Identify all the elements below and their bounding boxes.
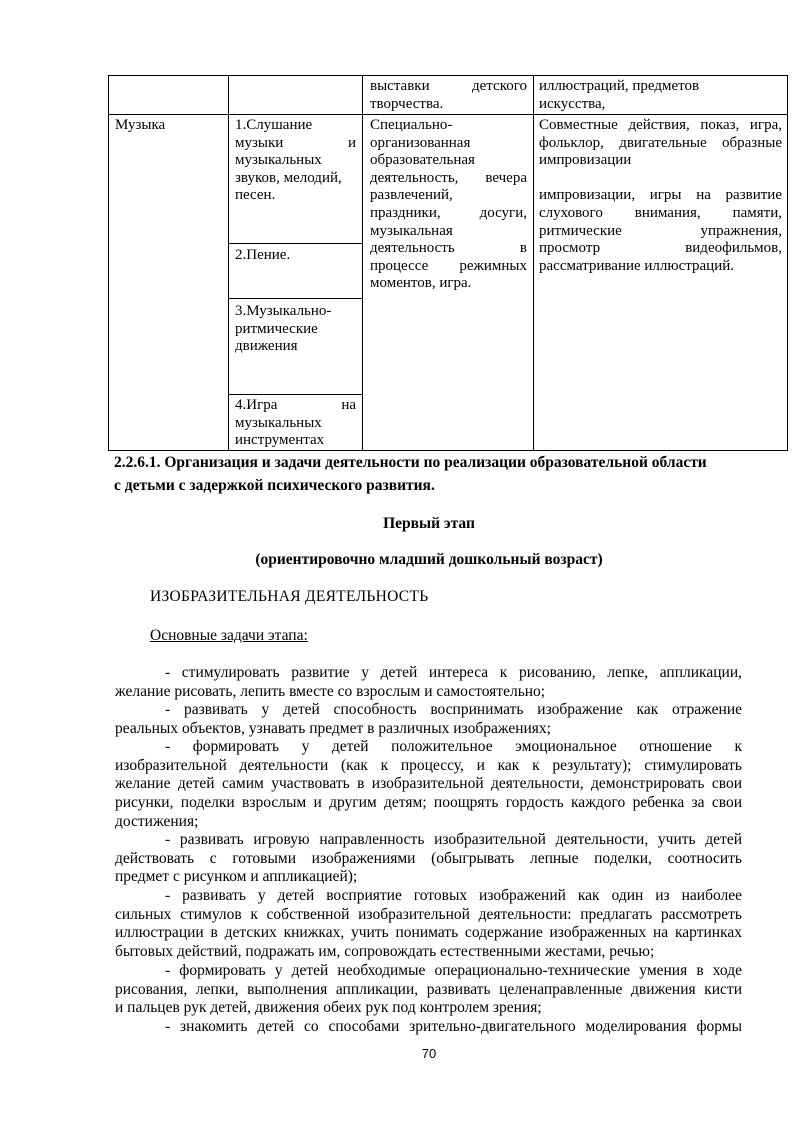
table-cell-line: образовательная — [370, 152, 475, 169]
table-cell-line: инструментах — [235, 432, 325, 449]
table-subrow-3 — [235, 303, 356, 356]
paragraph-line: иллюстрации в детских книжках, учить понимать содержание изображенных на картинках — [115, 924, 742, 942]
paragraph-line: достижения; — [115, 812, 199, 830]
table-col-divider-3 — [533, 75, 534, 451]
section-heading-line2: с детьми с задержкой психического развития. — [114, 477, 435, 494]
paragraph-line: - стимулировать развитие у детей интереса к рисованию, лепке, аппликации, — [165, 664, 742, 681]
paragraph-line: рисунки, поделки взрослым и другим детям; поощрять гордость каждого ребенка за свои — [115, 794, 742, 812]
table-subrow-4 — [235, 397, 356, 450]
table-cell-line: ритмические — [235, 320, 318, 337]
table-border-bottom — [108, 450, 788, 451]
paragraph-line: желание рисовать, лепить вместе со взрослым и самостоятельно; — [115, 682, 546, 700]
paragraph-line: - формировать у детей положительное эмоциональное отношение к — [165, 738, 742, 755]
paragraph-line: реальных объектов, узнавать предмет в различных изображениях; — [115, 719, 551, 737]
table-cell-line: ритмические упражнения, — [539, 222, 782, 239]
table-cell-line: искусства, — [539, 95, 606, 112]
table-cell-line: моментов, игра. — [370, 275, 472, 292]
table-row-divider — [108, 114, 788, 115]
paragraph-line: - знакомить детей со способами зрительно-двигательного моделирования формы — [165, 1018, 742, 1035]
paragraph-line: предмет с рисунком и аппликацией); — [115, 868, 358, 886]
task-paragraph-7 — [115, 1018, 742, 1037]
table-cell-line: Специально- — [370, 117, 453, 133]
task-paragraph-4 — [115, 831, 742, 887]
paragraph-line: действовать с готовыми изображениями (обыгрывать лепные поделки, соотносить — [115, 849, 742, 867]
table-cell-line: музыкальная — [370, 222, 453, 239]
table-cell-spacer — [539, 170, 782, 188]
task-paragraph-6 — [115, 962, 742, 1018]
table-border-right — [787, 75, 788, 451]
table-cell-methods — [539, 117, 782, 275]
paragraph-line: желание детей самим участвовать в изобразительной деятельности, демонстрировать свои — [115, 775, 742, 793]
stage-title: Первый этап — [383, 515, 475, 532]
table-subrow-divider-2 — [228, 298, 363, 299]
paragraph-line: - развивать игровую направленность изобразительной деятельности, учить детей — [165, 831, 742, 848]
stage-subtitle: (ориентировочно младший дошкольный возраст) — [255, 551, 603, 568]
methods-table — [108, 75, 788, 451]
paragraph-line: бытовых действий, подражать им, сопровождать естественными жестами, речью; — [115, 943, 655, 961]
table-cell-line: Совместные действия, показ, игра, — [539, 117, 782, 133]
table-cell-line: творчества. — [370, 95, 444, 112]
paragraph-line: - развивать у детей способность воспринимать изображение как отражение — [165, 701, 742, 718]
table-subrow-divider-1 — [228, 243, 363, 244]
table-cell-line: звуков, мелодий, — [235, 169, 342, 186]
task-paragraph-3 — [115, 738, 742, 832]
paragraph-line: рисования, лепки, выполнения аппликации, развивать целенаправленные движения кисти — [115, 980, 742, 998]
table-cell-line: деятельность, вечера — [370, 169, 527, 186]
table-cell-forms — [370, 117, 527, 293]
paragraph-line: - развивать у детей восприятие готовых изображений как один из наиболее — [165, 887, 742, 904]
paragraph-line: - формировать у детей необходимые операционально-технические умения в ходе — [165, 962, 742, 979]
page-number: 70 — [421, 1046, 437, 1061]
table-row0-col3 — [370, 78, 527, 113]
table-cell-line: праздники, досуги, — [370, 204, 527, 221]
table-cell-line: просмотр видеофильмов, — [539, 240, 782, 257]
table-cell-line: развлечений, — [370, 187, 453, 204]
table-cell-line: песен. — [235, 187, 276, 204]
area-label: Музыка — [115, 117, 166, 133]
table-cell-line: 3.Музыкально- — [235, 303, 332, 319]
table-cell-line: иллюстраций, предметов — [539, 78, 700, 94]
paragraph-line: изобразительной деятельности (как к процессу, и как к результату); стимулировать — [115, 756, 742, 774]
table-border-left — [108, 75, 109, 451]
activity-title: ИЗОБРАЗИТЕЛЬНАЯ ДЕЯТЕЛЬНОСТЬ — [150, 588, 429, 605]
task-paragraph-2 — [115, 701, 742, 738]
table-cell-line: музыки и — [235, 134, 356, 151]
task-paragraph-5 — [115, 887, 742, 962]
table-subrow-divider-3 — [228, 394, 363, 395]
table-row0-col4 — [539, 78, 782, 113]
table-cell-line: фольклор, двигательные образные — [539, 134, 782, 151]
table-cell-line: рассматривание иллюстраций. — [539, 257, 734, 274]
task-paragraph-1 — [115, 664, 742, 701]
table-cell-line: организованная — [370, 134, 471, 151]
table-cell-line: импровизации — [539, 152, 632, 169]
table-subrow-2 — [235, 247, 356, 265]
table-cell-line: импровизации, игры на развитие — [539, 187, 782, 204]
paragraph-line: и пальцев рук детей, движения обеих рук под контролем зрения; — [115, 999, 542, 1017]
table-cell-line: 2.Пение. — [235, 247, 291, 263]
table-cell-line: выставки детского — [370, 78, 527, 94]
table-cell-area — [115, 117, 223, 135]
table-border-top — [108, 75, 788, 76]
table-cell-line: слухового внимания, памяти, — [539, 204, 782, 221]
table-cell-line: музыкальных — [235, 414, 322, 431]
paragraph-line: сильных стимулов к собственной изобразительной деятельности: предлагать рассмотреть — [115, 905, 742, 923]
table-cell-line: 4.Игра на — [235, 397, 356, 413]
table-cell-line: 1.Слушание — [235, 117, 313, 133]
section-heading-line1: 2.2.6.1. Организация и задачи деятельности по реализации образовательной области — [114, 454, 707, 471]
table-subrow-1 — [235, 117, 356, 205]
table-cell-line: музыкальных — [235, 152, 322, 169]
table-cell-line: процессе режимных — [370, 257, 527, 274]
table-cell-line: движения — [235, 338, 298, 355]
table-cell-line: деятельность в — [370, 240, 527, 257]
tasks-label: Основные задачи этапа: — [150, 627, 308, 644]
